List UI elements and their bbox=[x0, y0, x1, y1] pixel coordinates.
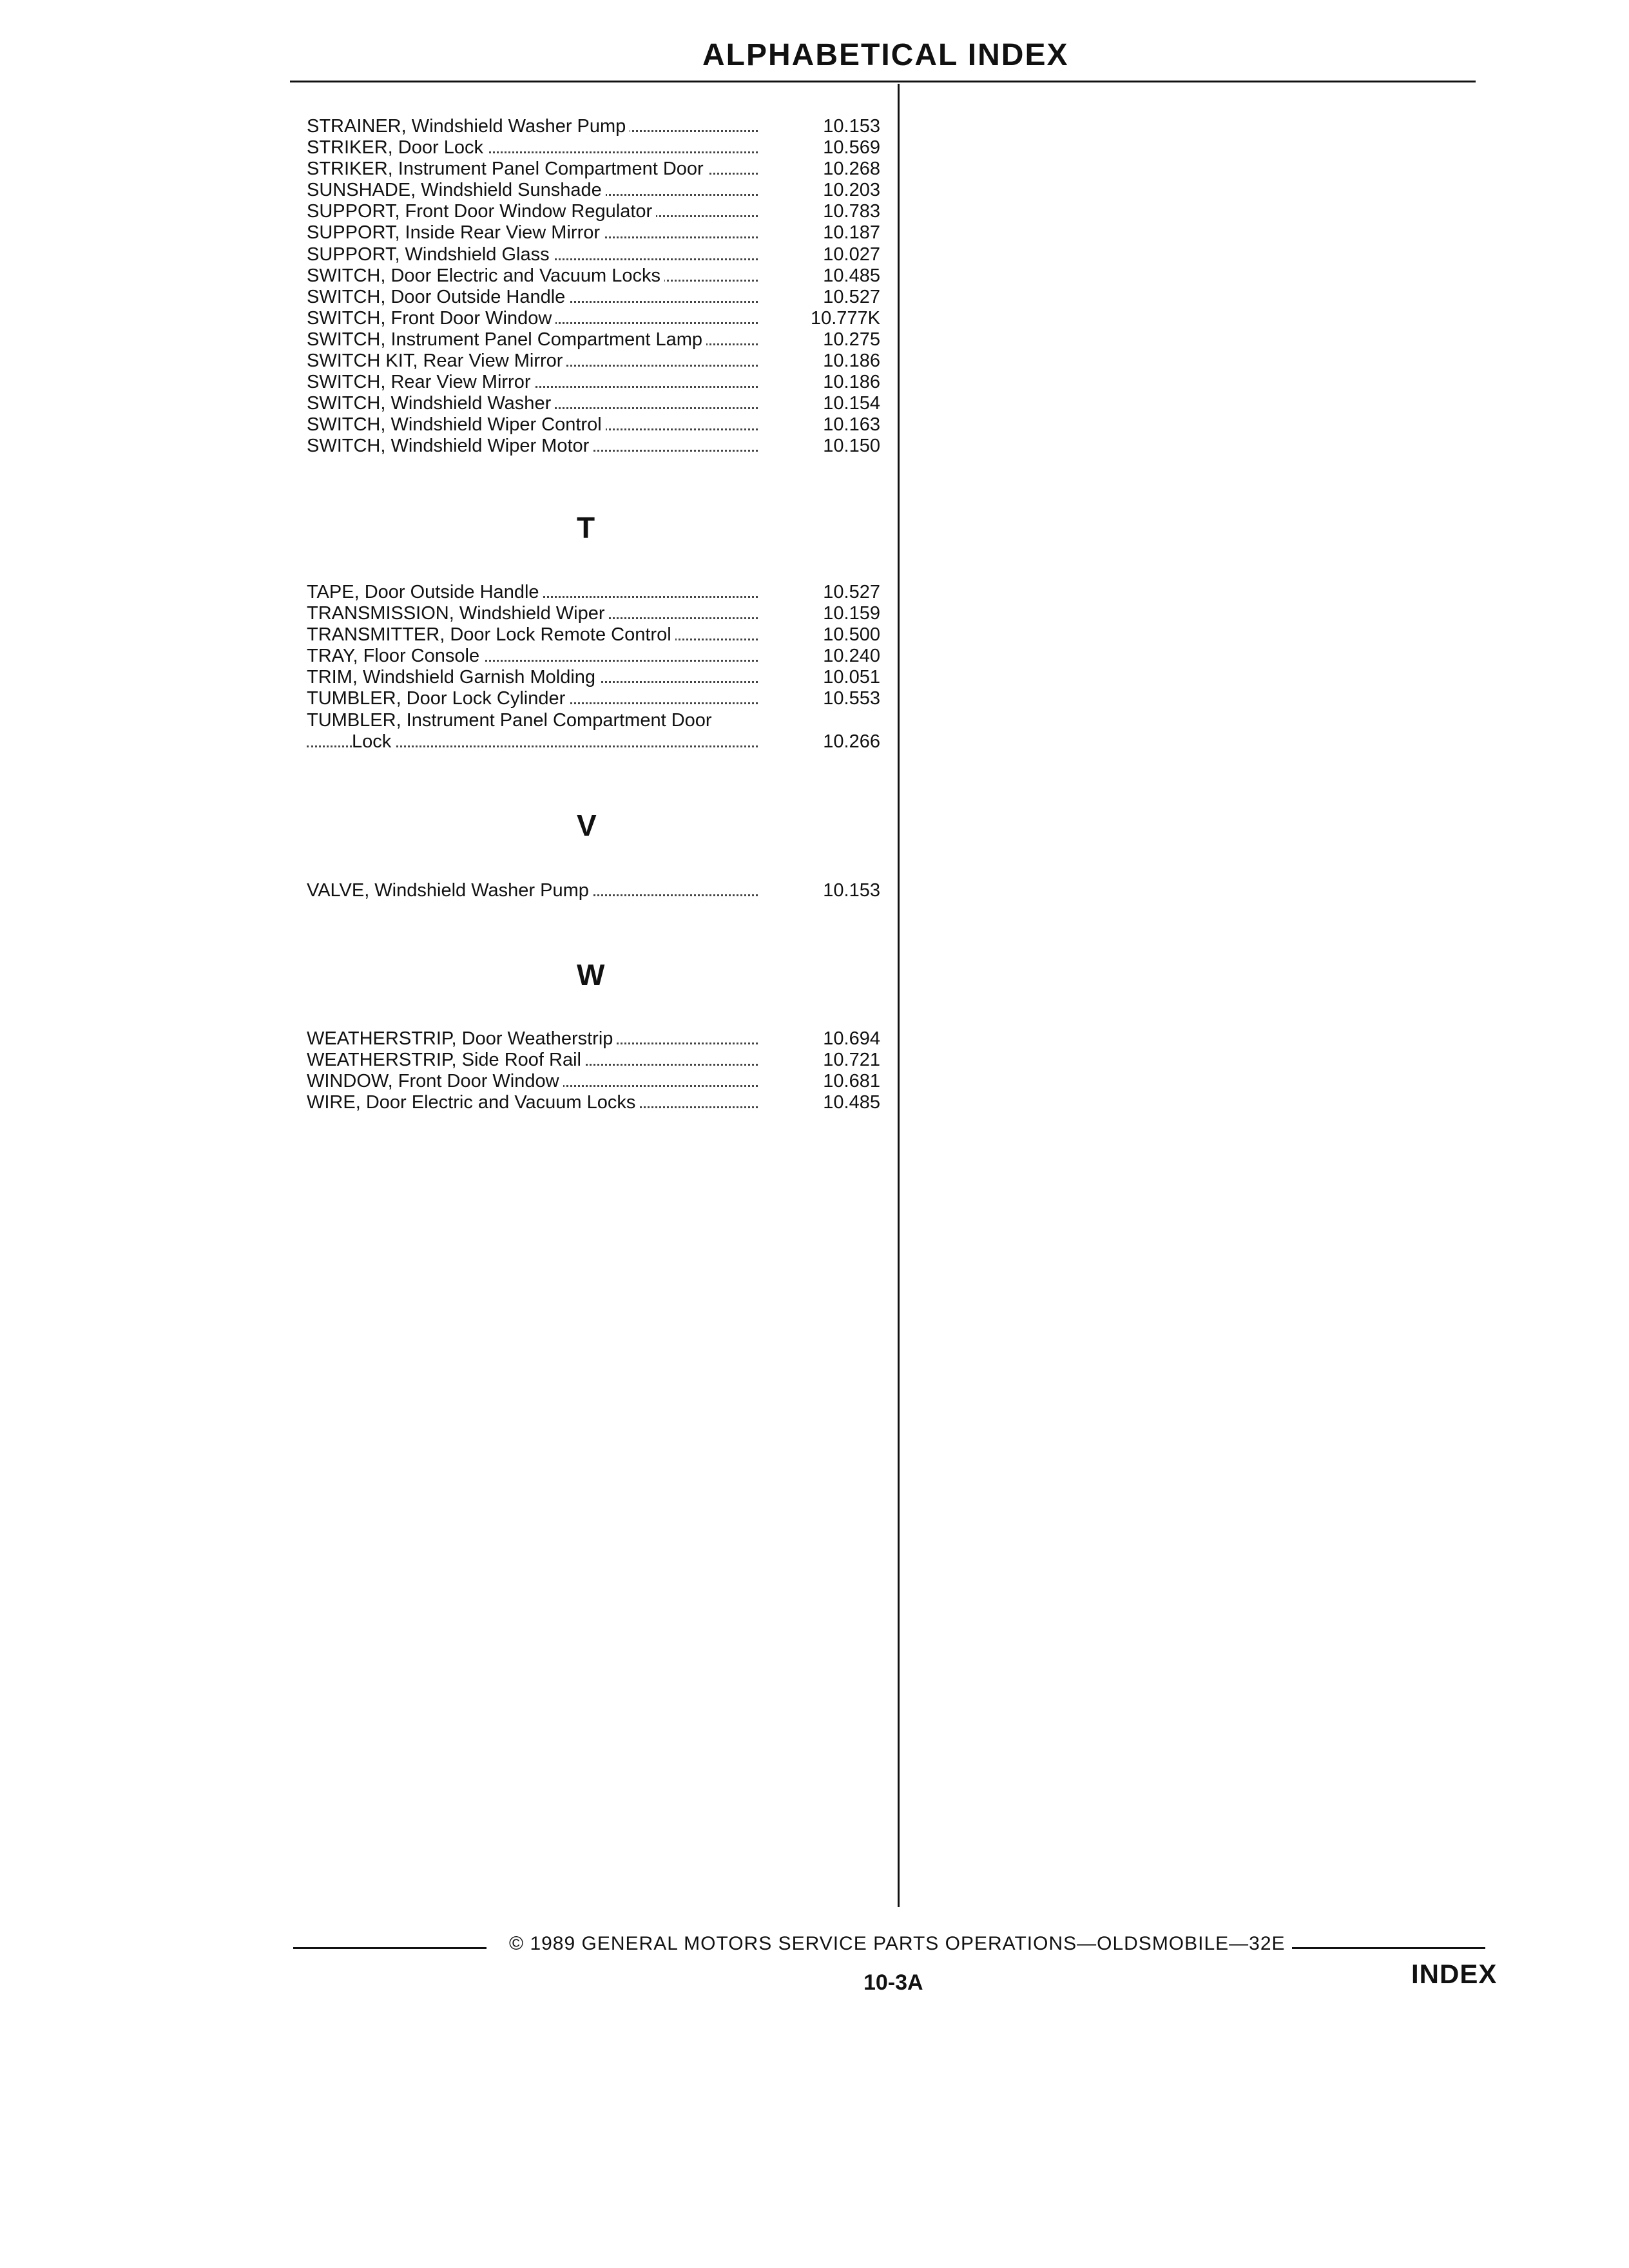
index-entry: TUMBLER, Instrument Panel Compartment Door bbox=[307, 710, 880, 731]
index-section-s bbox=[307, 116, 880, 457]
index-entry: VALVE, Windshield Washer Pump 10.153 bbox=[307, 880, 880, 901]
index-entry: SWITCH, Door Electric and Vacuum Locks 10.485 bbox=[307, 265, 880, 286]
index-entry: SWITCH, Door Outside Handle 10.527 bbox=[307, 286, 880, 307]
index-section-t bbox=[307, 582, 880, 753]
index-entry: TUMBLER, Door Lock Cylinder 10.553 bbox=[307, 688, 880, 709]
index-entry: SWITCH, Windshield Wiper Motor 10.150 bbox=[307, 436, 880, 457]
footer-rule-right bbox=[1292, 1947, 1485, 1949]
section-letter-w: W bbox=[577, 958, 605, 992]
section-letter-v: V bbox=[577, 809, 597, 842]
index-entry: WEATHERSTRIP, Door Weatherstrip 10.694 bbox=[307, 1028, 880, 1049]
index-section-w bbox=[307, 1028, 880, 1113]
index-entry: SUNSHADE, Windshield Sunshade 10.203 bbox=[307, 180, 880, 201]
index-entry: STRAINER, Windshield Washer Pump 10.153 bbox=[307, 116, 880, 137]
index-entry: SUPPORT, Inside Rear View Mirror 10.187 bbox=[307, 222, 880, 244]
copyright-notice: © 1989 GENERAL MOTORS SERVICE PARTS OPERATIONS—OLDSMOBILE—32E bbox=[509, 1933, 1286, 1954]
index-entry: SWITCH, Front Door Window 10.777K bbox=[307, 307, 880, 329]
index-entry: STRIKER, Instrument Panel Compartment Door 10.268 bbox=[307, 159, 880, 180]
index-entry: SWITCH KIT, Rear View Mirror 10.186 bbox=[307, 351, 880, 372]
section-letter-t: T bbox=[577, 511, 595, 544]
index-entry: SWITCH, Instrument Panel Compartment Lamp 10.275 bbox=[307, 329, 880, 350]
index-entry: TRANSMISSION, Windshield Wiper 10.159 bbox=[307, 603, 880, 624]
column-divider bbox=[898, 84, 900, 1907]
index-entry: SWITCH, Windshield Washer 10.154 bbox=[307, 393, 880, 414]
index-entry: TRANSMITTER, Door Lock Remote Control 10.500 bbox=[307, 624, 880, 646]
index-entry: TRAY, Floor Console 10.240 bbox=[307, 646, 880, 667]
page-number: 10-3A bbox=[863, 1970, 923, 1995]
index-entry: WINDOW, Front Door Window 10.681 bbox=[307, 1071, 880, 1092]
page-title: ALPHABETICAL INDEX bbox=[702, 38, 1069, 72]
index-entry: STRIKER, Door Lock 10.569 bbox=[307, 137, 880, 159]
header-rule bbox=[290, 81, 1476, 82]
index-entry: SWITCH, Windshield Wiper Control 10.163 bbox=[307, 414, 880, 436]
index-entry: TAPE, Door Outside Handle 10.527 bbox=[307, 582, 880, 602]
index-section-v bbox=[307, 880, 880, 901]
index-entry: WIRE, Door Electric and Vacuum Locks 10.485 bbox=[307, 1092, 880, 1113]
footer-rule-left bbox=[293, 1947, 487, 1949]
index-entry: SUPPORT, Front Door Window Regulator 10.783 bbox=[307, 201, 880, 222]
index-entry: WEATHERSTRIP, Side Roof Rail 10.721 bbox=[307, 1050, 880, 1071]
index-entry: SUPPORT, Windshield Glass 10.027 bbox=[307, 244, 880, 265]
index-entry: SWITCH, Rear View Mirror 10.186 bbox=[307, 372, 880, 393]
index-entry: TRIM, Windshield Garnish Molding 10.051 bbox=[307, 667, 880, 688]
index-entry-continuation: Lock 10.266 bbox=[307, 731, 880, 753]
section-label: INDEX bbox=[1411, 1959, 1498, 1989]
